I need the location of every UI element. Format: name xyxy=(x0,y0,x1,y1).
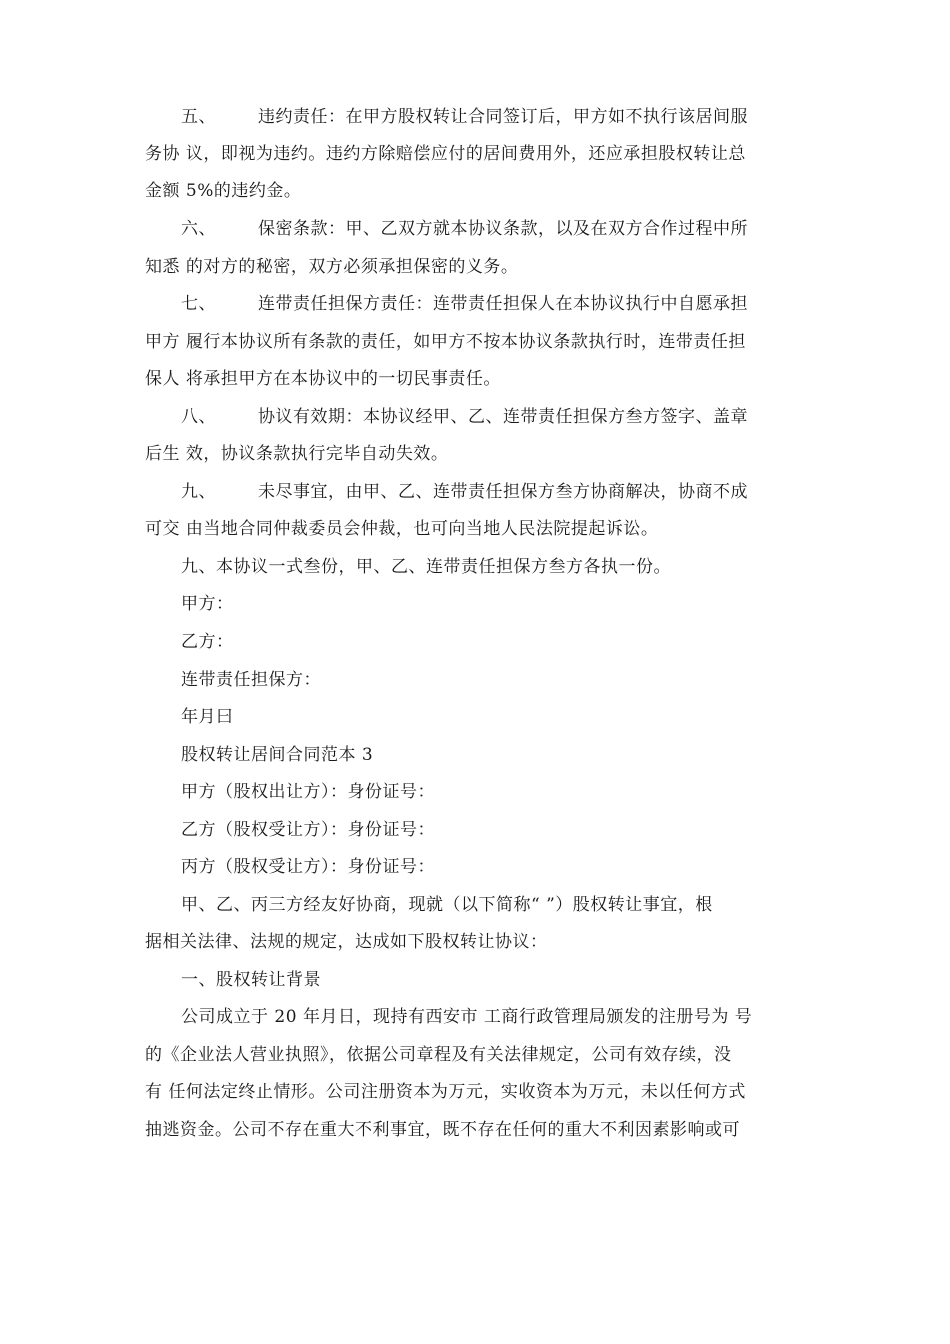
clause-8-line-2: 后生 效，协议条款执行完毕自动失效。 xyxy=(145,444,449,464)
background-line-2: 的《企业法人营业执照》，依据公司章程及有关法律规定，公司有效存续，没 xyxy=(145,1045,732,1065)
clause-6-line-2: 知悉 的对方的秘密，双方必须承担保密的义务。 xyxy=(145,257,519,277)
clause-number: 六、 xyxy=(181,219,216,239)
party-b-info: 乙方（股权受让方）：身份证号： xyxy=(181,820,435,840)
background-line-3: 有 任何法定终止情形。公司注册资本为万元，实收资本为万元，未以任何方式 xyxy=(145,1082,746,1102)
preamble-line-2: 据相关法律、法规的规定，达成如下股权转让协议： xyxy=(145,932,548,952)
clause-9-line-2: 可交 由当地合同仲裁委员会仲裁，也可向当地人民法院提起诉讼。 xyxy=(145,519,659,539)
clause-7-line-3: 保人 将承担甲方在本协议中的一切民事责任。 xyxy=(145,369,501,389)
signature-party-a: 甲方： xyxy=(181,594,234,614)
clause-8-line-1 xyxy=(181,406,851,428)
signature-guarantor: 连带责任担保方： xyxy=(181,670,321,690)
clause-number: 八、 xyxy=(181,407,216,427)
clause-5-line-3: 金额 5%的违约金。 xyxy=(145,181,302,201)
background-line-4: 抽逃资金。公司不存在重大不利事宜，既不存在任何的重大不利因素影响或可 xyxy=(145,1120,740,1140)
heading-background: 一、股权转让背景 xyxy=(181,970,321,990)
signature-date: 年月曰 xyxy=(181,707,234,727)
clause-7-line-2: 甲方 履行本协议所有条款的责任，如甲方不按本协议条款执行时，连带责任担 xyxy=(145,332,746,352)
clause-number: 七、 xyxy=(181,294,216,314)
section-title: 股权转让居间合同范本 3 xyxy=(181,745,374,765)
clause-5-line-2: 务协 议，即视为违约。违约方除赔偿应付的居间费用外，还应承担股权转让总 xyxy=(145,144,746,164)
background-line-1: 公司成立于 20 年月日，现持有西安市 工商行政管理局颁发的注册号为 号 xyxy=(181,1007,753,1027)
copies-clause: 九、本协议一式叁份，甲、乙、连带责任担保方叁方各执一份。 xyxy=(181,557,671,577)
clause-6-line-1 xyxy=(181,218,851,240)
clause-7-line-1 xyxy=(181,293,851,315)
clause-text: 违约责任：在甲方股权转让合同签订后，甲方如不执行该居间服 xyxy=(258,107,748,127)
clause-5-line-1 xyxy=(181,106,851,128)
clause-text: 保密条款：甲、乙双方就本协议条款，以及在双方合作过程中所 xyxy=(258,219,748,239)
clause-number: 五、 xyxy=(181,107,216,127)
clause-number: 九、 xyxy=(181,482,216,502)
party-a-info: 甲方（股权出让方）：身份证号： xyxy=(181,782,435,802)
clause-text: 未尽事宜，由甲、乙、连带责任担保方叁方协商解决，协商不成 xyxy=(258,482,748,502)
preamble-line-1: 甲、乙、丙三方经友好协商，现就（以下简称“ ”）股权转让事宜，根 xyxy=(181,895,713,915)
signature-party-b: 乙方： xyxy=(181,632,234,652)
clause-text: 协议有效期：本协议经甲、乙、连带责任担保方叁方签字、盖章 xyxy=(258,407,748,427)
clause-9-line-1 xyxy=(181,481,851,503)
clause-text: 连带责任担保方责任：连带责任担保人在本协议执行中自愿承担 xyxy=(258,294,748,314)
party-c-info: 丙方（股权受让方）：身份证号： xyxy=(181,857,435,877)
